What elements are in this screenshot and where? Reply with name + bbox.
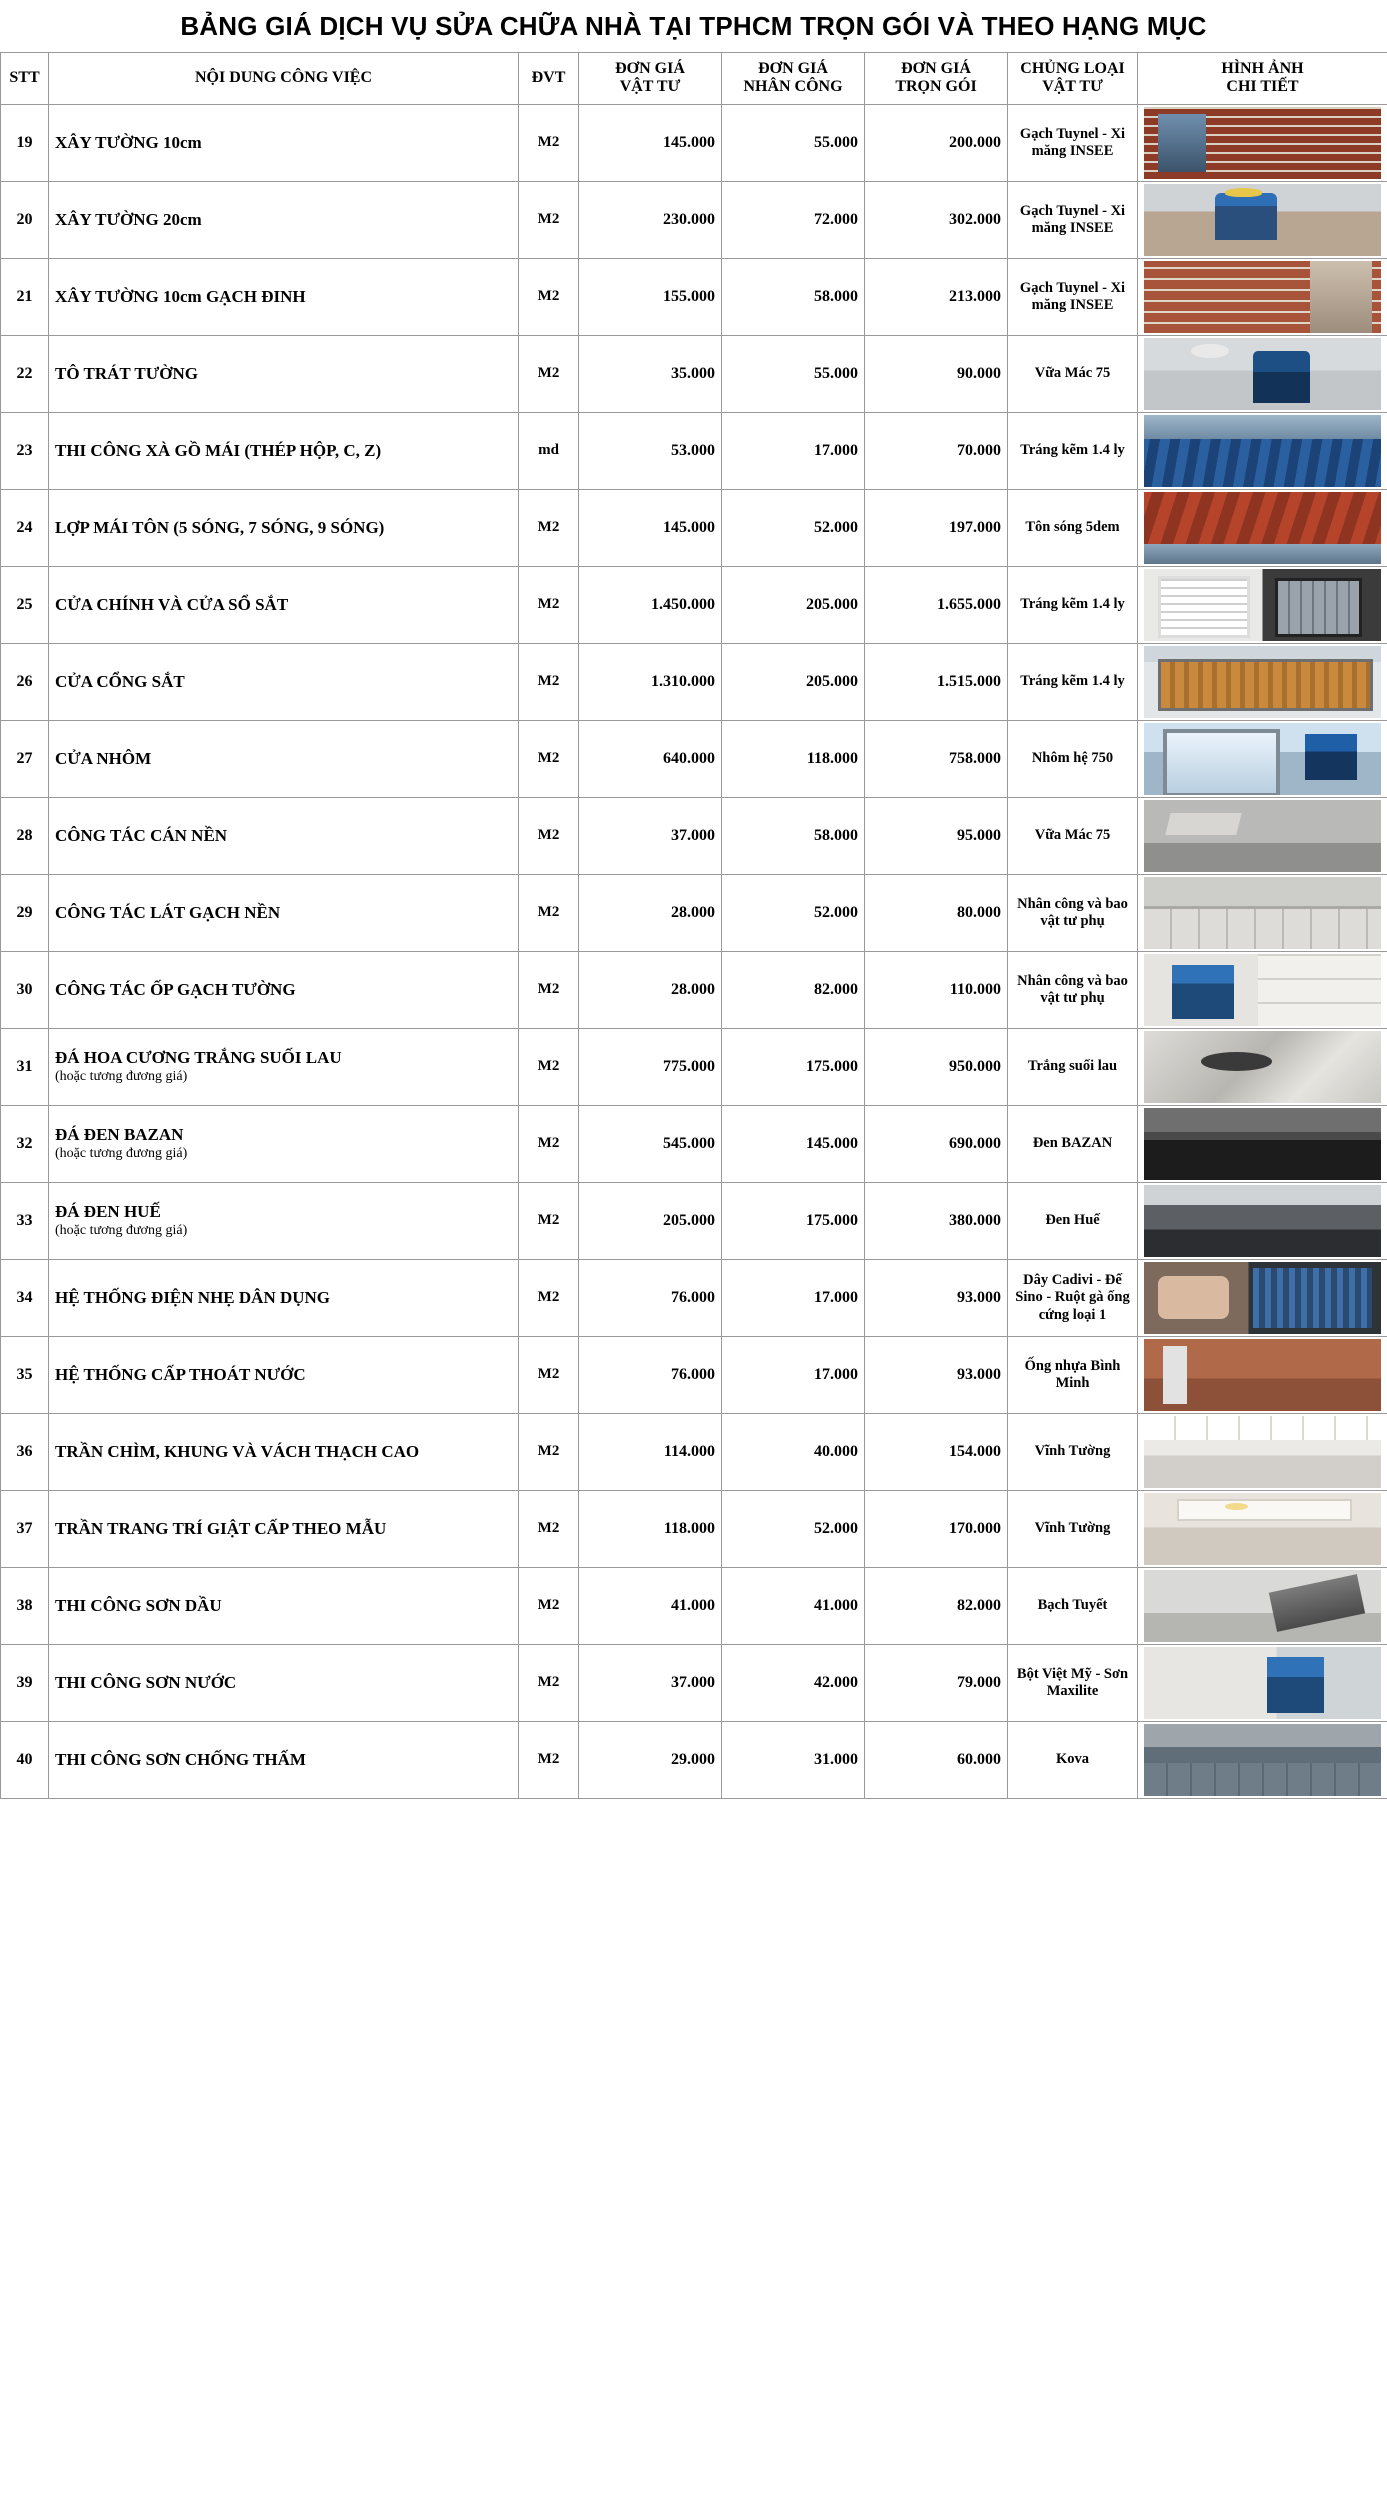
cell-dvt: M2: [519, 566, 579, 643]
cell-hinh-anh-chi-tiet: [1138, 1028, 1387, 1105]
steel-gate-photo: [1144, 646, 1381, 718]
cell-don-gia-tron-goi: 90.000: [865, 335, 1008, 412]
cell-don-gia-tron-goi: 82.000: [865, 1567, 1008, 1644]
table-row: [1, 566, 1387, 643]
cell-don-gia-nhan-cong: 31.000: [722, 1721, 865, 1798]
noi-dung-title: LỢP MÁI TÔN (5 SÓNG, 7 SÓNG, 9 SÓNG): [55, 517, 385, 537]
header-noi-dung: NỘI DUNG CÔNG VIỆC: [49, 52, 519, 104]
cell-dvt: M2: [519, 335, 579, 412]
white-granite-photo: [1144, 1031, 1381, 1103]
floor-tiling-photo: [1144, 877, 1381, 949]
black-basalt-stone-photo: [1144, 1108, 1381, 1180]
cell-don-gia-nhan-cong: 205.000: [722, 643, 865, 720]
cell-stt: 21: [1, 258, 49, 335]
cell-don-gia-tron-goi: 93.000: [865, 1259, 1008, 1336]
decorative-ceiling-photo: [1144, 1493, 1381, 1565]
cell-dvt: M2: [519, 720, 579, 797]
cell-don-gia-vat-tu: 1.310.000: [579, 643, 722, 720]
cell-don-gia-vat-tu: 53.000: [579, 412, 722, 489]
cell-hinh-anh-chi-tiet: [1138, 1336, 1387, 1413]
cell-dvt: M2: [519, 1259, 579, 1336]
cell-don-gia-nhan-cong: 72.000: [722, 181, 865, 258]
cell-hinh-anh-chi-tiet: [1138, 951, 1387, 1028]
floor-screed-photo: [1144, 800, 1381, 872]
cell-stt: 32: [1, 1105, 49, 1182]
cell-don-gia-vat-tu: 37.000: [579, 797, 722, 874]
page-title: BẢNG GIÁ DỊCH VỤ SỬA CHỮA NHÀ TẠI TPHCM TRỌN GÓI VÀ THEO HẠNG MỤC: [180, 11, 1207, 41]
cell-dvt: M2: [519, 489, 579, 566]
cell-don-gia-nhan-cong: 52.000: [722, 874, 865, 951]
noi-dung-title: TRẦN CHÌM, KHUNG VÀ VÁCH THẠCH CAO: [55, 1441, 420, 1461]
cell-don-gia-tron-goi: 80.000: [865, 874, 1008, 951]
cell-don-gia-nhan-cong: 17.000: [722, 1336, 865, 1413]
cell-dvt: M2: [519, 1105, 579, 1182]
cell-don-gia-nhan-cong: 145.000: [722, 1105, 865, 1182]
cell-chung-loai-vat-tu: Đen BAZAN: [1008, 1105, 1138, 1182]
noi-dung-title: ĐÁ ĐEN HUẾ: [55, 1201, 161, 1221]
cell-hinh-anh-chi-tiet: [1138, 1644, 1387, 1721]
worker-laying-brick-photo: [1144, 184, 1381, 256]
waterproofing-photo: [1144, 1724, 1381, 1796]
header-dvt: ĐVT: [519, 52, 579, 104]
cell-don-gia-nhan-cong: 40.000: [722, 1413, 865, 1490]
cell-hinh-anh-chi-tiet: [1138, 335, 1387, 412]
steel-windows-photo: [1144, 569, 1381, 641]
noi-dung-title: CỬA CỔNG SẮT: [55, 671, 185, 691]
cell-don-gia-vat-tu: 28.000: [579, 874, 722, 951]
cell-don-gia-nhan-cong: 58.000: [722, 258, 865, 335]
cell-chung-loai-vat-tu: Vĩnh Tường: [1008, 1490, 1138, 1567]
cell-noi-dung-cong-viec: [49, 797, 519, 874]
cell-stt: 40: [1, 1721, 49, 1798]
cell-noi-dung-cong-viec: [49, 1644, 519, 1721]
cell-noi-dung-cong-viec: [49, 335, 519, 412]
cell-chung-loai-vat-tu: Đen Huế: [1008, 1182, 1138, 1259]
cell-don-gia-vat-tu: 118.000: [579, 1490, 722, 1567]
cell-chung-loai-vat-tu: Vĩnh Tường: [1008, 1413, 1138, 1490]
cell-stt: 36: [1, 1413, 49, 1490]
cell-don-gia-vat-tu: 145.000: [579, 104, 722, 181]
cell-don-gia-tron-goi: 79.000: [865, 1644, 1008, 1721]
table-row: [1, 1336, 1387, 1413]
cell-noi-dung-cong-viec: [49, 1105, 519, 1182]
cell-chung-loai-vat-tu: Kova: [1008, 1721, 1138, 1798]
cell-don-gia-vat-tu: 155.000: [579, 258, 722, 335]
noi-dung-title: ĐÁ HOA CƯƠNG TRẮNG SUỐI LAU: [55, 1047, 342, 1067]
cell-hinh-anh-chi-tiet: [1138, 1721, 1387, 1798]
cell-don-gia-tron-goi: 170.000: [865, 1490, 1008, 1567]
cell-don-gia-vat-tu: 640.000: [579, 720, 722, 797]
cell-stt: 38: [1, 1567, 49, 1644]
cell-noi-dung-cong-viec: [49, 258, 519, 335]
cell-noi-dung-cong-viec: [49, 566, 519, 643]
noi-dung-title: HỆ THỐNG CẤP THOÁT NƯỚC: [55, 1364, 306, 1384]
noi-dung-title: THI CÔNG SƠN DẦU: [55, 1595, 222, 1615]
cell-don-gia-nhan-cong: 58.000: [722, 797, 865, 874]
cell-dvt: M2: [519, 1644, 579, 1721]
cell-don-gia-nhan-cong: 17.000: [722, 412, 865, 489]
cell-dvt: M2: [519, 104, 579, 181]
noi-dung-title: TRẦN TRANG TRÍ GIẬT CẤP THEO MẪU: [55, 1518, 387, 1538]
header-don-gia-tron-goi: [865, 52, 1008, 104]
plastering-wall-photo: [1144, 338, 1381, 410]
noi-dung-title: CÔNG TÁC ỐP GẠCH TƯỜNG: [55, 979, 296, 999]
cell-noi-dung-cong-viec: [49, 1259, 519, 1336]
cell-chung-loai-vat-tu: Tôn sóng 5dem: [1008, 489, 1138, 566]
cell-don-gia-nhan-cong: 52.000: [722, 1490, 865, 1567]
cell-hinh-anh-chi-tiet: [1138, 720, 1387, 797]
cell-hinh-anh-chi-tiet: [1138, 1413, 1387, 1490]
cell-noi-dung-cong-viec: [49, 720, 519, 797]
cell-don-gia-tron-goi: 213.000: [865, 258, 1008, 335]
aluminium-door-photo: [1144, 723, 1381, 795]
cell-don-gia-nhan-cong: 52.000: [722, 489, 865, 566]
wall-painting-photo: [1144, 1647, 1381, 1719]
cell-don-gia-tron-goi: 95.000: [865, 797, 1008, 874]
cell-dvt: M2: [519, 797, 579, 874]
cell-hinh-anh-chi-tiet: [1138, 1105, 1387, 1182]
header-don-gia-nhan-cong-line1: ĐƠN GIÁ: [758, 60, 828, 78]
table-row: [1, 489, 1387, 566]
cell-chung-loai-vat-tu: Gạch Tuynel - Xi măng INSEE: [1008, 181, 1138, 258]
cell-don-gia-vat-tu: 114.000: [579, 1413, 722, 1490]
cell-don-gia-vat-tu: 29.000: [579, 1721, 722, 1798]
table-row: [1, 1105, 1387, 1182]
noi-dung-subtitle: (hoặc tương đương giá): [55, 1146, 188, 1162]
cell-chung-loai-vat-tu: Nhôm hệ 750: [1008, 720, 1138, 797]
header-chung-loai-line2: VẬT TƯ: [1042, 78, 1103, 96]
cell-noi-dung-cong-viec: [49, 104, 519, 181]
noi-dung-subtitle: (hoặc tương đương giá): [55, 1069, 188, 1085]
cell-chung-loai-vat-tu: Gạch Tuynel - Xi măng INSEE: [1008, 104, 1138, 181]
header-don-gia-nhan-cong: [722, 52, 865, 104]
cell-don-gia-nhan-cong: 55.000: [722, 335, 865, 412]
cell-dvt: M2: [519, 1028, 579, 1105]
cell-dvt: M2: [519, 1721, 579, 1798]
noi-dung-title: CỬA NHÔM: [55, 748, 152, 768]
table-row: [1, 720, 1387, 797]
cell-chung-loai-vat-tu: Tráng kẽm 1.4 ly: [1008, 412, 1138, 489]
cell-don-gia-vat-tu: 230.000: [579, 181, 722, 258]
steel-roof-purlin-photo: [1144, 415, 1381, 487]
cell-don-gia-tron-goi: 154.000: [865, 1413, 1008, 1490]
table-row: [1, 258, 1387, 335]
cell-chung-loai-vat-tu: Nhân công và bao vật tư phụ: [1008, 874, 1138, 951]
header-chung-loai-vat-tu: [1008, 52, 1138, 104]
cell-hinh-anh-chi-tiet: [1138, 104, 1387, 181]
header-don-gia-vat-tu-line2: VẬT TƯ: [619, 78, 681, 96]
electrical-wiring-photo: [1144, 1262, 1381, 1334]
cell-noi-dung-cong-viec: [49, 951, 519, 1028]
table-row: [1, 874, 1387, 951]
cell-don-gia-vat-tu: 76.000: [579, 1336, 722, 1413]
cell-don-gia-tron-goi: 1.655.000: [865, 566, 1008, 643]
cell-hinh-anh-chi-tiet: [1138, 566, 1387, 643]
cell-stt: 26: [1, 643, 49, 720]
cell-dvt: M2: [519, 1413, 579, 1490]
cell-don-gia-vat-tu: 41.000: [579, 1567, 722, 1644]
cell-noi-dung-cong-viec: [49, 1721, 519, 1798]
cell-hinh-anh-chi-tiet: [1138, 181, 1387, 258]
cell-chung-loai-vat-tu: Tráng kẽm 1.4 ly: [1008, 566, 1138, 643]
cell-stt: 23: [1, 412, 49, 489]
noi-dung-title: HỆ THỐNG ĐIỆN NHẸ DÂN DỤNG: [55, 1287, 331, 1307]
cell-hinh-anh-chi-tiet: [1138, 1182, 1387, 1259]
cell-stt: 20: [1, 181, 49, 258]
cell-noi-dung-cong-viec: [49, 1182, 519, 1259]
cell-don-gia-nhan-cong: 205.000: [722, 566, 865, 643]
cell-stt: 19: [1, 104, 49, 181]
cell-stt: 34: [1, 1259, 49, 1336]
table-row: [1, 1259, 1387, 1336]
cell-hinh-anh-chi-tiet: [1138, 797, 1387, 874]
cell-don-gia-nhan-cong: 82.000: [722, 951, 865, 1028]
table-row: [1, 1721, 1387, 1798]
cell-stt: 24: [1, 489, 49, 566]
cell-noi-dung-cong-viec: [49, 1413, 519, 1490]
cell-stt: 22: [1, 335, 49, 412]
cell-don-gia-nhan-cong: 42.000: [722, 1644, 865, 1721]
water-piping-photo: [1144, 1339, 1381, 1411]
table-row: [1, 951, 1387, 1028]
cell-hinh-anh-chi-tiet: [1138, 258, 1387, 335]
cell-don-gia-nhan-cong: 175.000: [722, 1028, 865, 1105]
noi-dung-title: XÂY TƯỜNG 10cm GẠCH ĐINH: [55, 286, 306, 306]
cell-dvt: M2: [519, 1490, 579, 1567]
cell-don-gia-tron-goi: 60.000: [865, 1721, 1008, 1798]
cell-stt: 25: [1, 566, 49, 643]
cell-don-gia-tron-goi: 93.000: [865, 1336, 1008, 1413]
cell-chung-loai-vat-tu: Bạch Tuyết: [1008, 1567, 1138, 1644]
cell-don-gia-tron-goi: 302.000: [865, 181, 1008, 258]
header-don-gia-nhan-cong-line2: NHÂN CÔNG: [743, 78, 843, 96]
noi-dung-title: CỬA CHÍNH VÀ CỬA SỔ SẮT: [55, 594, 289, 614]
cell-hinh-anh-chi-tiet: [1138, 643, 1387, 720]
cell-don-gia-tron-goi: 758.000: [865, 720, 1008, 797]
cell-chung-loai-vat-tu: Vữa Mác 75: [1008, 797, 1138, 874]
cell-hinh-anh-chi-tiet: [1138, 874, 1387, 951]
cell-don-gia-nhan-cong: 41.000: [722, 1567, 865, 1644]
cell-don-gia-tron-goi: 200.000: [865, 104, 1008, 181]
noi-dung-title: XÂY TƯỜNG 20cm: [55, 209, 202, 229]
table-row: [1, 1182, 1387, 1259]
header-don-gia-vat-tu-line1: ĐƠN GIÁ: [615, 60, 685, 78]
table-row: [1, 1490, 1387, 1567]
wall-tiling-photo: [1144, 954, 1381, 1026]
table-row: [1, 1567, 1387, 1644]
header-don-gia-vat-tu: [579, 52, 722, 104]
cell-dvt: M2: [519, 1182, 579, 1259]
noi-dung-title: TÔ TRÁT TƯỜNG: [55, 363, 198, 383]
brick-hand-photo: [1144, 261, 1381, 333]
cell-noi-dung-cong-viec: [49, 874, 519, 951]
cell-chung-loai-vat-tu: Nhân công và bao vật tư phụ: [1008, 951, 1138, 1028]
table-row: [1, 797, 1387, 874]
cell-don-gia-nhan-cong: 175.000: [722, 1182, 865, 1259]
cell-don-gia-vat-tu: 35.000: [579, 335, 722, 412]
gypsum-ceiling-photo: [1144, 1416, 1381, 1488]
noi-dung-title: XÂY TƯỜNG 10cm: [55, 132, 202, 152]
cell-don-gia-vat-tu: 545.000: [579, 1105, 722, 1182]
cell-don-gia-vat-tu: 775.000: [579, 1028, 722, 1105]
cell-don-gia-tron-goi: 950.000: [865, 1028, 1008, 1105]
hue-black-stone-photo: [1144, 1185, 1381, 1257]
cell-stt: 39: [1, 1644, 49, 1721]
table-row: [1, 104, 1387, 181]
table-row: [1, 1413, 1387, 1490]
cell-don-gia-vat-tu: 76.000: [579, 1259, 722, 1336]
table-header: [1, 52, 1387, 104]
cell-don-gia-tron-goi: 690.000: [865, 1105, 1008, 1182]
cell-hinh-anh-chi-tiet: [1138, 1567, 1387, 1644]
table-row: [1, 335, 1387, 412]
cell-don-gia-vat-tu: 37.000: [579, 1644, 722, 1721]
cell-dvt: M2: [519, 1336, 579, 1413]
table-row: [1, 643, 1387, 720]
cell-noi-dung-cong-viec: [49, 643, 519, 720]
brick-wall-photo: [1144, 107, 1381, 179]
cell-chung-loai-vat-tu: Dây Cadivi - Đế Sino - Ruột gà ống cứng loại 1: [1008, 1259, 1138, 1336]
header-hinh-anh-line2: CHI TIẾT: [1226, 78, 1299, 96]
cell-stt: 27: [1, 720, 49, 797]
cell-don-gia-vat-tu: 205.000: [579, 1182, 722, 1259]
table-row: [1, 1644, 1387, 1721]
header-don-gia-tron-goi-line1: ĐƠN GIÁ: [901, 60, 971, 78]
noi-dung-title: THI CÔNG SƠN CHỐNG THẤM: [55, 1749, 306, 1769]
header-hinh-anh-chi-tiet: [1138, 52, 1387, 104]
cell-don-gia-vat-tu: 145.000: [579, 489, 722, 566]
header-chung-loai-line1: CHỦNG LOẠI: [1020, 60, 1125, 78]
cell-chung-loai-vat-tu: Trắng suối lau: [1008, 1028, 1138, 1105]
cell-dvt: M2: [519, 874, 579, 951]
cell-stt: 33: [1, 1182, 49, 1259]
metal-roofing-photo: [1144, 492, 1381, 564]
noi-dung-subtitle: (hoặc tương đương giá): [55, 1223, 188, 1239]
cell-dvt: M2: [519, 181, 579, 258]
cell-dvt: M2: [519, 643, 579, 720]
cell-chung-loai-vat-tu: Ống nhựa Bình Minh: [1008, 1336, 1138, 1413]
cell-don-gia-nhan-cong: 118.000: [722, 720, 865, 797]
cell-hinh-anh-chi-tiet: [1138, 489, 1387, 566]
cell-don-gia-vat-tu: 1.450.000: [579, 566, 722, 643]
cell-don-gia-vat-tu: 28.000: [579, 951, 722, 1028]
cell-don-gia-tron-goi: 197.000: [865, 489, 1008, 566]
table-row: [1, 181, 1387, 258]
cell-noi-dung-cong-viec: [49, 181, 519, 258]
table-row: [1, 1028, 1387, 1105]
cell-dvt: M2: [519, 951, 579, 1028]
cell-noi-dung-cong-viec: [49, 1490, 519, 1567]
cell-chung-loai-vat-tu: Vữa Mác 75: [1008, 335, 1138, 412]
cell-noi-dung-cong-viec: [49, 1567, 519, 1644]
cell-dvt: M2: [519, 258, 579, 335]
cell-don-gia-tron-goi: 380.000: [865, 1182, 1008, 1259]
cell-chung-loai-vat-tu: Tráng kẽm 1.4 ly: [1008, 643, 1138, 720]
cell-chung-loai-vat-tu: Bột Việt Mỹ - Sơn Maxilite: [1008, 1644, 1138, 1721]
cell-stt: 29: [1, 874, 49, 951]
cell-don-gia-tron-goi: 70.000: [865, 412, 1008, 489]
cell-don-gia-tron-goi: 1.515.000: [865, 643, 1008, 720]
cell-don-gia-nhan-cong: 55.000: [722, 104, 865, 181]
header-row: [1, 52, 1387, 104]
header-stt: STT: [1, 52, 49, 104]
table-body: [1, 104, 1387, 1798]
cell-stt: 30: [1, 951, 49, 1028]
header-don-gia-tron-goi-line2: TRỌN GÓI: [895, 78, 977, 96]
noi-dung-title: THI CÔNG XÀ GỒ MÁI (THÉP HỘP, C, Z): [55, 440, 382, 460]
cell-dvt: md: [519, 412, 579, 489]
cell-don-gia-tron-goi: 110.000: [865, 951, 1008, 1028]
cell-noi-dung-cong-viec: [49, 1028, 519, 1105]
table-row: [1, 412, 1387, 489]
cell-stt: 28: [1, 797, 49, 874]
noi-dung-title: CÔNG TÁC CÁN NỀN: [55, 825, 228, 845]
noi-dung-title: ĐÁ ĐEN BAZAN: [55, 1124, 184, 1144]
cell-stt: 31: [1, 1028, 49, 1105]
cell-noi-dung-cong-viec: [49, 412, 519, 489]
cell-dvt: M2: [519, 1567, 579, 1644]
cell-stt: 35: [1, 1336, 49, 1413]
noi-dung-title: THI CÔNG SƠN NƯỚC: [55, 1672, 237, 1692]
cell-hinh-anh-chi-tiet: [1138, 1490, 1387, 1567]
cell-chung-loai-vat-tu: Gạch Tuynel - Xi măng INSEE: [1008, 258, 1138, 335]
cell-noi-dung-cong-viec: [49, 489, 519, 566]
price-table: [0, 52, 1387, 1799]
cell-hinh-anh-chi-tiet: [1138, 412, 1387, 489]
header-hinh-anh-line1: HÌNH ẢNH: [1221, 60, 1304, 78]
cell-stt: 37: [1, 1490, 49, 1567]
cell-don-gia-nhan-cong: 17.000: [722, 1259, 865, 1336]
cell-noi-dung-cong-viec: [49, 1336, 519, 1413]
cell-hinh-anh-chi-tiet: [1138, 1259, 1387, 1336]
noi-dung-title: CÔNG TÁC LÁT GẠCH NỀN: [55, 902, 281, 922]
oil-paint-spray-photo: [1144, 1570, 1381, 1642]
